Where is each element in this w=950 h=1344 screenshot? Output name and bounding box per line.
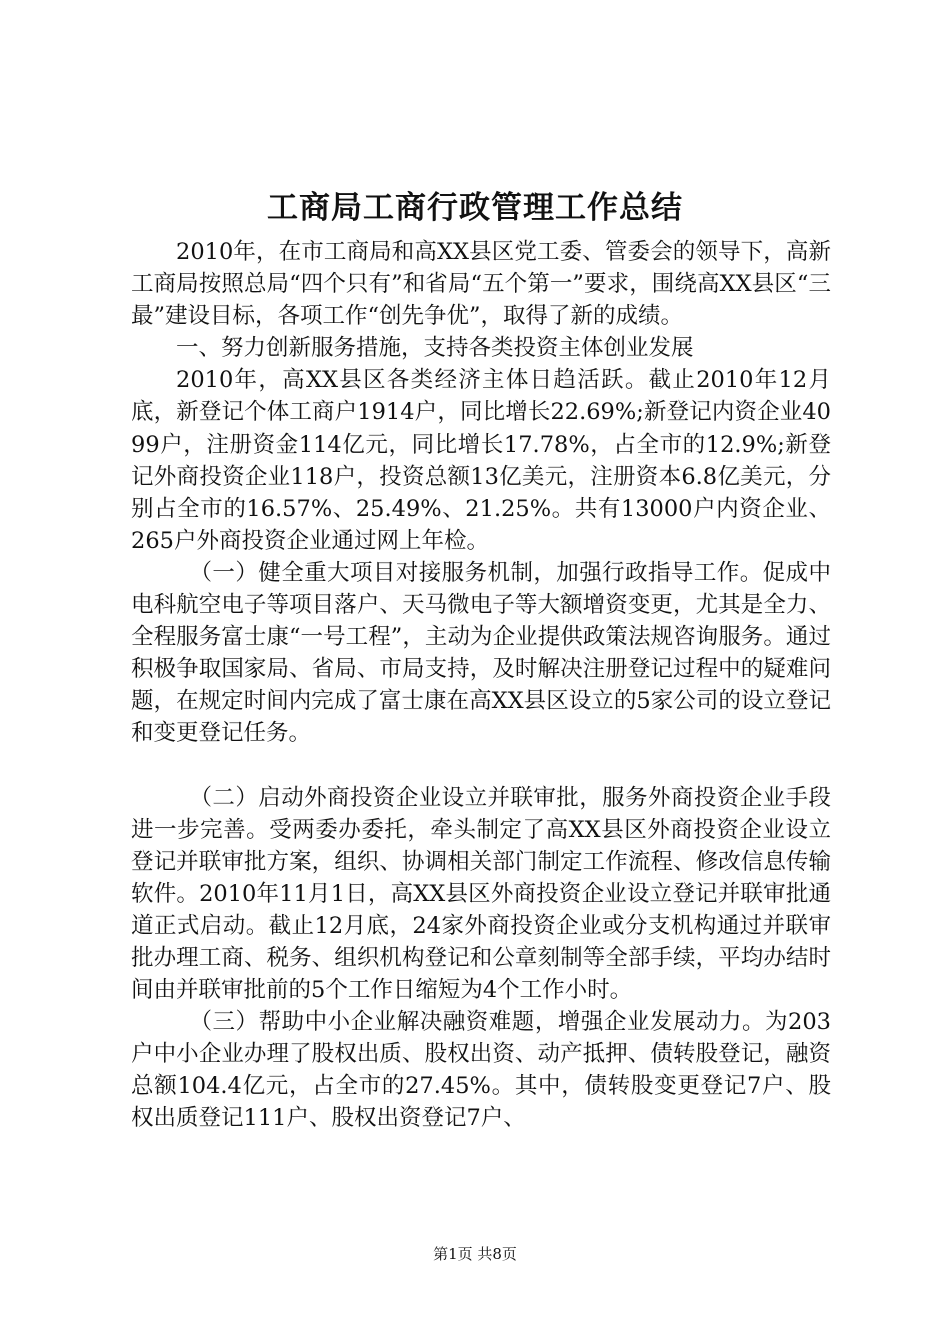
subsection-paragraph-1: （一）健全重大项目对接服务机制，加强行政指导工作。促成中电科航空电子等项目落户、天马微电子等大额增资变更，尤其是全力、全程服务富士康“一号工程”，主动为企业提供政策法规咨询服务。通过积极争取国家局、省局、市局支持，及时解决注册登记过程中的疑难问题，在规定时间内完成了富士康在高XX县区设立的5家公司的设立登记和变更登记任务。 [131, 559, 831, 747]
subsection-paragraph-2: （二）启动外商投资企业设立并联审批，服务外商投资企业手段进一步完善。受两委办委托，牵头制定了高XX县区外商投资企业设立登记并联审批方案，组织、协调相关部门制定工作流程、修改信息传输软件。2010年11月1日，高XX县区外商投资企业设立登记并联审批通道正式启动。截止12月底，24家外商投资企业或分支机构通过并联审批办理工商、税务、组织机构登记和公章刻制等全部手续，平均办结时间由并联审批前的5个工作日缩短为4个工作小时。 [131, 784, 831, 1004]
subsection-paragraph-3: （三）帮助中小企业解决融资难题，增强企业发展动力。为203户中小企业办理了股权出质、股权出资、动产抵押、债转股登记，融资总额104.4亿元，占全市的27.45%。其中，债转股变更登记7户、股权出质登记111户、股权出资登记7户、 [131, 1009, 831, 1132]
document-title: 工商局工商行政管理工作总结 [267, 190, 683, 226]
page-number-footer: 第1页 共8页 [433, 1245, 517, 1263]
section-heading-1: 一、努力创新服务措施，支持各类投资主体创业发展 [176, 335, 694, 362]
document-body [131, 236, 831, 1135]
intro-paragraph: 2010年，在市工商局和高XX县区党工委、管委会的领导下，高新工商局按照总局“四个只有”和省局“五个第一”要求，围绕高XX县区“三最”建设目标，各项工作“创先争优”，取得了新的成绩。 [131, 239, 831, 330]
statistics-paragraph: 2010年，高XX县区各类经济主体日趋活跃。截止2010年12月底，新登记个体工商户1914户，同比增长22.69%;新登记内资企业4099户，注册资金114亿元，同比增长17.78%，占全市的12.9%;新登记外商投资企业118户，投资总额13亿美元，注册资本6.8亿美元，分别占全市的16.57%、25.49%、21.25%。共有13000户内资企业、265户外商投资企业通过网上年检。 [131, 367, 831, 554]
